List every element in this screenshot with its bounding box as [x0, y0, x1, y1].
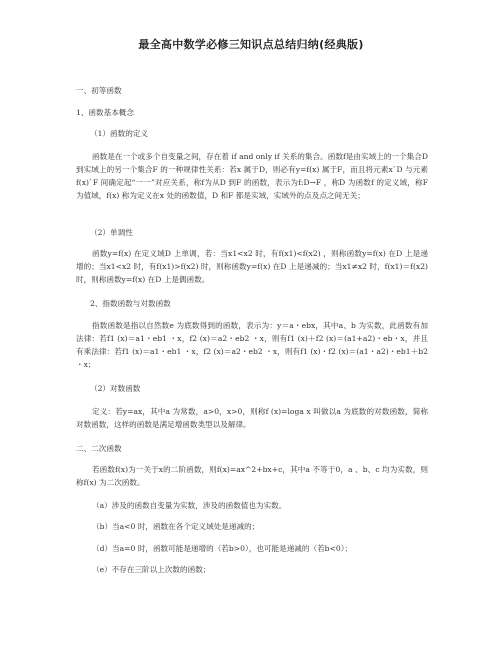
list-item-b: （b）当a<0 时，函数在各个定义域处是递减的； — [92, 522, 260, 531]
paragraph-function-definition: 函数是在一个或多个自变量之间，存在着 if and only if 关系的集合。函数f是由实域上的一个集合D 到实域上的另一个集合F 的一种规律性关系：若x 属于D，则必有y=f(x) 属于F，而且将元素x`D 与元素f(x)`F 间确定起“一一”对应关系，称f为从D 到F 的函数，表示为f:D→F ，称D 为函数f 的定义域，称F 为值域，f(x) 称为定义在x 处的函数值，D 和F 都是实域，实域外的点及点之间无关； — [76, 152, 428, 200]
list-item-e: （e）不存在三阶以上次数的函数； — [92, 565, 211, 574]
paragraph-exponential: 指数函数是指以自然数e 为底数得到的函数，表示为：y＝a・ebx，其中a、b 为实数，此函数有加法律：若f1 (x)＝a1・eb1 ・x，f2 (x)＝a2・eb2 ・x，则有f1 (x)＋f2 (x)＝(a1+a2)・eb・x，并且有乘法律：若f1 (x)＝a1・eb1 ・x，f2 (x)＝a2・eb2 ・x，则有f1 (x)・f2 (x)＝(a1・a2)・eb1＋b2 ・x； — [76, 321, 428, 369]
list-item-a: （a）涉及的函数自变量为实数，涉及的函数值也为实数。 — [92, 501, 287, 510]
subsection-heading-function-concepts: 1、函数基本概念 — [76, 108, 134, 117]
section-heading-elementary-functions: 一、初等函数 — [76, 86, 122, 95]
heading-logarithm: （2）对数函数 — [90, 384, 141, 393]
heading-function-definition: （1）函数的定义 — [90, 129, 148, 138]
document-title: 最全高中数学必修三知识点总结归纳(经典版) — [138, 38, 364, 51]
paragraph-quadratic: 若函数f(x)为一关于x的二阶函数，则f(x)=ax^2+bx+c，其中a 不等于0，a 、b、c 均为实数，则称f(x) 为二次函数。 — [76, 465, 428, 487]
subsection-heading-exp-log: 2、指数函数与对数函数 — [90, 299, 171, 308]
list-item-d: （d）当a=0 时，函数可能是递增的（若b>0），也可能是递减的（若b<0）； — [92, 544, 353, 553]
paragraph-logarithm: 定义：若y=ax，其中a 为常数，a>0，x>0，则称f (x)=loga x 叫做以a 为底数的对数函数，简称对数函数，这样的函数是满足增函数类型以及解律。 — [76, 407, 428, 429]
paragraph-monotonicity: 函数y=f(x) 在定义域D 上单调，若：当x1<x2 时，有f(x1)<f(x2) ，则称函数y=f(x) 在D 上是递增的；当x1<x2 时，有f(x1)>f(x2) 时，则称函数y=f(x) 在D 上是递减的；当x1≠x2 时，f(x1)＝f(x2) 时，则称函数y=f(x) 在D 上是偶函数。 — [76, 249, 428, 284]
heading-monotonicity: （2）单调性 — [90, 228, 133, 237]
section-heading-quadratic: 二、二次函数 — [76, 444, 122, 453]
